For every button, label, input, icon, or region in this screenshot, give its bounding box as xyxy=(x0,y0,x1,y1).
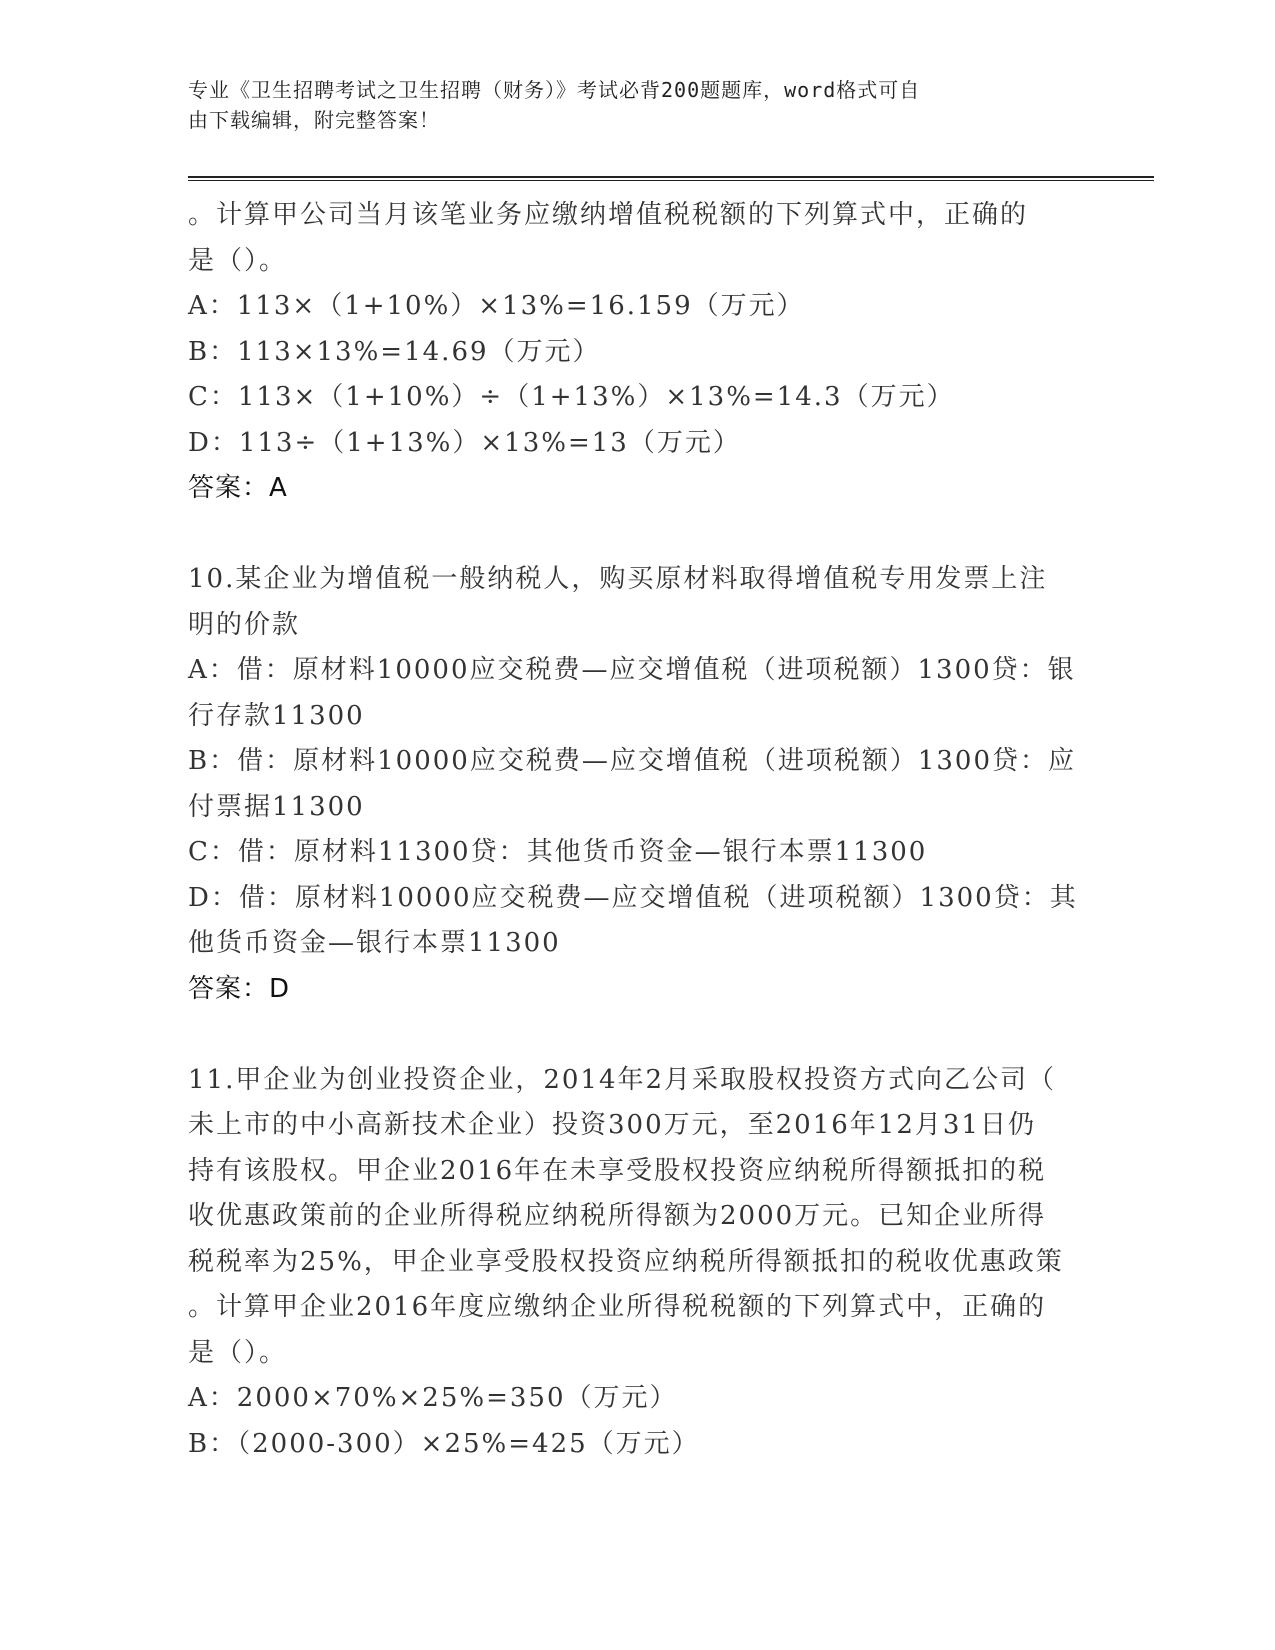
option-a: A：借：原材料10000应交税费—应交增值税（进项税额）1300贷：银 xyxy=(188,655,1076,685)
option-b: B：113×13%=14.69（万元） xyxy=(188,336,601,367)
question-stem: 持有该股权。甲企业2016年在未享受股权投资应纳税所得额抵扣的税 xyxy=(188,1155,1047,1186)
option-b: B：借：原材料10000应交税费—应交增值税（进项税额）1300贷：应 xyxy=(188,746,1076,776)
question-11 xyxy=(188,1058,1088,1468)
question-stem: 是（）。 xyxy=(188,1337,288,1368)
question-content xyxy=(188,193,1088,1467)
option-b: B：（2000-300）×25%=425（万元） xyxy=(188,1428,700,1459)
option-b-cont: 付票据11300 xyxy=(188,791,365,822)
option-a: A：113×（1+10%）×13%=16.159（万元） xyxy=(188,291,805,321)
option-a-cont: 行存款11300 xyxy=(188,700,365,731)
header-line: 专业《卫生招聘考试之卫生招聘（财务）》考试必背200题题库，word格式可自 xyxy=(188,78,921,102)
question-9 xyxy=(188,193,1088,512)
question-stem: 明的价款 xyxy=(188,609,301,640)
answer: 答案：A xyxy=(188,473,288,503)
option-c: C：113×（1+10%）÷（1+13%）×13%=14.3（万元） xyxy=(188,382,955,412)
question-stem: 。计算甲企业2016年度应缴纳企业所得税税额的下列算式中，正确的 xyxy=(188,1292,1047,1322)
question-stem: 收优惠政策前的企业所得税应纳税所得额为2000万元。已知企业所得 xyxy=(188,1201,1047,1231)
option-d-cont: 他货币资金—银行本票11300 xyxy=(188,928,561,958)
question-stem: 未上市的中小高新技术企业）投资300万元，至2016年12月31日仍 xyxy=(188,1110,1036,1140)
header-line: 由下载编辑，附完整答案！ xyxy=(188,108,440,132)
answer: 答案：D xyxy=(188,973,291,1004)
option-c: C：借：原材料11300贷：其他货币资金—银行本票11300 xyxy=(188,837,928,867)
option-d: D：借：原材料10000应交税费—应交增值税（进项税额）1300贷：其 xyxy=(188,882,1078,913)
option-d: D：113÷（1+13%）×13%=13（万元） xyxy=(188,427,741,458)
question-stem: 税税率为25%，甲企业享受股权投资应纳税所得额抵扣的税收优惠政策 xyxy=(188,1246,1064,1277)
header-divider-thin xyxy=(188,180,1154,181)
question-stem: 是（）。 xyxy=(188,245,288,276)
question-10 xyxy=(188,557,1088,1012)
question-stem: 。计算甲公司当月该笔业务应缴纳增值税税额的下列算式中，正确的 xyxy=(188,200,1029,230)
option-a: A：2000×70%×25%=350（万元） xyxy=(188,1383,678,1413)
header-divider xyxy=(188,176,1154,178)
question-stem: 11.甲企业为创业投资企业，2014年2月采取股权投资方式向乙公司（ xyxy=(188,1064,1057,1095)
spacer xyxy=(188,512,1088,558)
spacer xyxy=(188,1012,1088,1058)
question-stem: 10.某企业为增值税一般纳税人，购买原材料取得增值税专用发票上注 xyxy=(188,564,1048,594)
document-header xyxy=(188,75,1068,135)
